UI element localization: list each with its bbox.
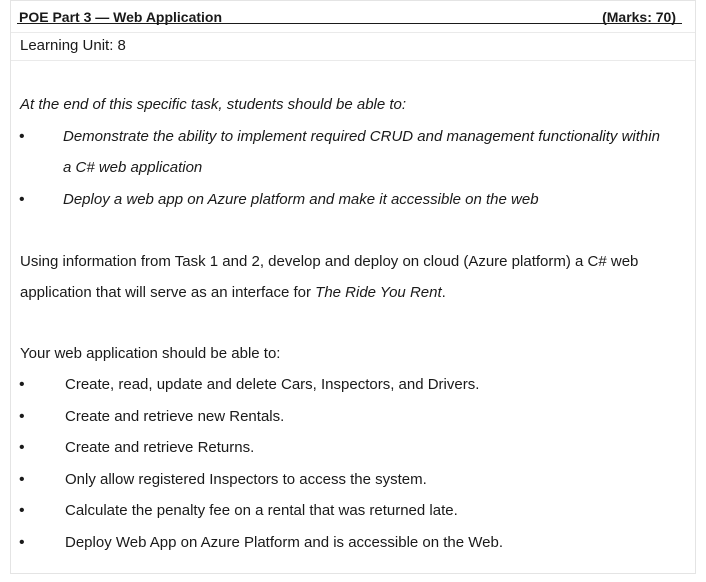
bullet-icon: • <box>19 376 25 393</box>
instructions-line-2-suffix: . <box>441 284 446 301</box>
outcome-item-2: Deploy a web app on Azure platform and make it accessible on the web <box>63 191 539 208</box>
document-title: POE Part 3 — Web Application <box>19 9 223 25</box>
bullet-icon: • <box>19 408 25 425</box>
instructions-line-1: Using information from Task 1 and 2, develop and deploy on cloud (Azure platform) a C# web <box>20 253 639 270</box>
requirement-item: Deploy Web App on Azure Platform and is accessible on the Web. <box>65 534 504 551</box>
requirement-item: Calculate the penalty fee on a rental that was returned late. <box>65 502 458 519</box>
marks-label: (Marks: 70) <box>602 9 676 25</box>
header-underline <box>17 23 682 24</box>
row-divider <box>11 32 695 33</box>
outcomes-intro: At the end of this specific task, students should be able to: <box>20 96 407 113</box>
instructions-line-2-prefix: application that will serve as an interface for <box>20 284 316 301</box>
outcome-item-1-line-2: a C# web application <box>63 159 203 176</box>
instructions-line-2 <box>20 284 446 302</box>
requirements-intro: Your web application should be able to: <box>20 345 281 362</box>
row-divider <box>11 60 695 61</box>
requirement-item: Only allow registered Inspectors to access the system. <box>65 471 427 488</box>
bullet-icon: • <box>19 534 25 551</box>
bullet-icon: • <box>19 471 25 488</box>
outcome-item-1-line-1: Demonstrate the ability to implement required CRUD and management functionality within <box>63 128 660 145</box>
document-header <box>10 4 682 30</box>
requirement-item: Create and retrieve new Rentals. <box>65 408 285 425</box>
bullet-icon: • <box>19 128 25 145</box>
bullet-icon: • <box>19 502 25 519</box>
learning-unit: Learning Unit: 8 <box>20 37 126 54</box>
bullet-icon: • <box>19 191 25 208</box>
requirement-item: Create and retrieve Returns. <box>65 439 255 456</box>
bullet-icon: • <box>19 439 25 456</box>
requirement-item: Create, read, update and delete Cars, Inspectors, and Drivers. <box>65 376 480 393</box>
product-name: The Ride You Rent <box>315 284 442 301</box>
